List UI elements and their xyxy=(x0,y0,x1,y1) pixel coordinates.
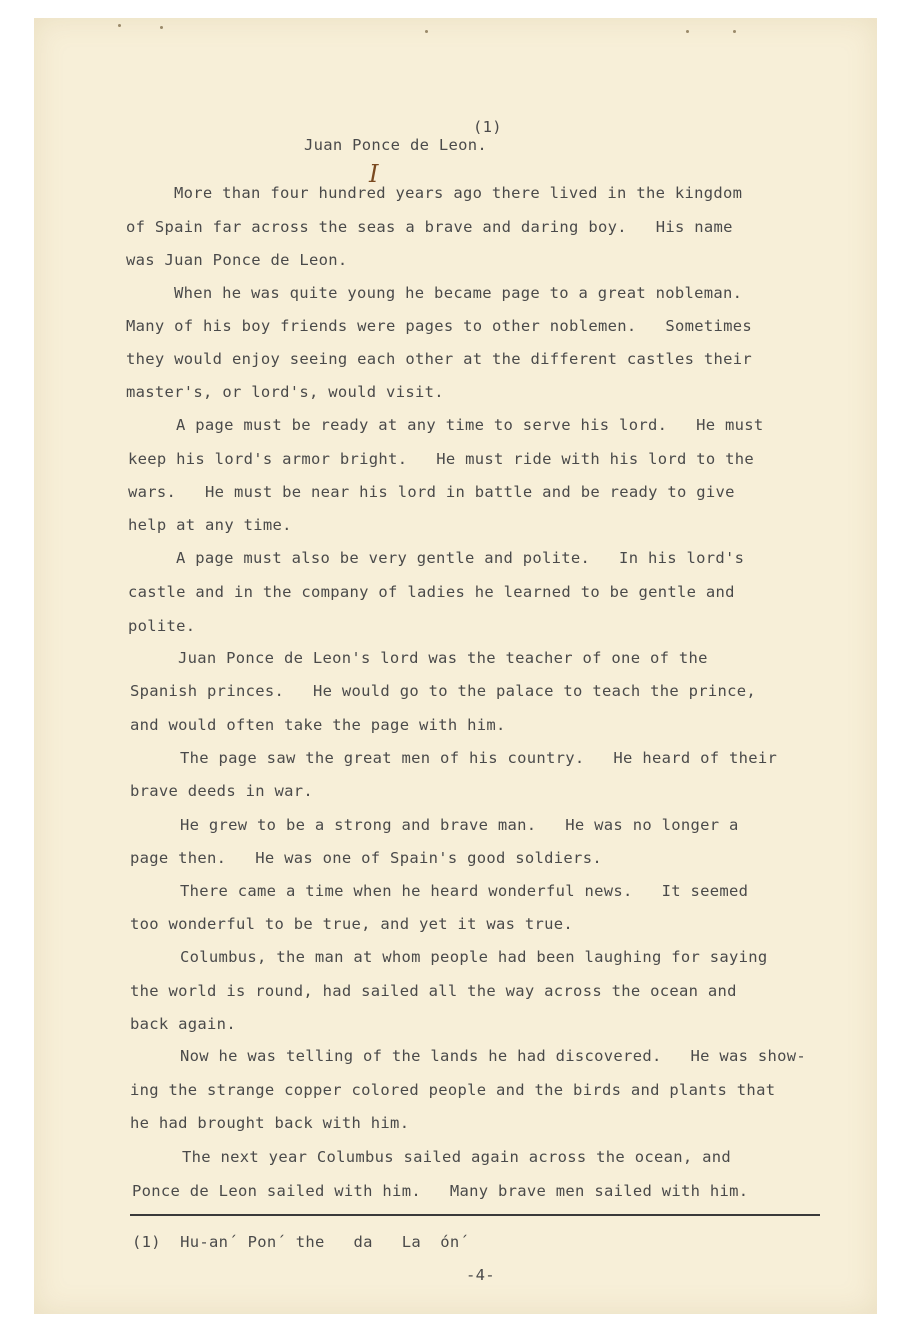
text-line: Ponce de Leon sailed with him. Many brave men sailed with him. xyxy=(132,1182,749,1200)
text-line: A page must also be very gentle and polite. In his lord's xyxy=(176,549,745,567)
text-line: Spanish princes. He would go to the palace to teach the prince, xyxy=(130,682,757,700)
footnote: (1) Hu-an´ Pon´ the da La ón´ xyxy=(132,1233,470,1251)
text-line: Juan Ponce de Leon's lord was the teacher of one of the xyxy=(178,649,708,667)
page-title: Juan Ponce de Leon. xyxy=(304,136,488,154)
text-line: brave deeds in war. xyxy=(130,782,314,800)
text-line: More than four hundred years ago there lived in the kingdom xyxy=(174,184,743,202)
text-line: ing the strange copper colored people and the birds and plants that xyxy=(130,1081,776,1099)
text-line: wars. He must be near his lord in battle and be ready to give xyxy=(128,483,735,501)
text-line: castle and in the company of ladies he learned to be gentle and xyxy=(128,583,735,601)
chapter-mark: I xyxy=(369,160,379,188)
paper-speck xyxy=(425,30,428,33)
text-line: There came a time when he heard wonderful news. It seemed xyxy=(180,882,749,900)
text-line: When he was quite young he became page to a great nobleman. xyxy=(174,284,743,302)
text-line: too wonderful to be true, and yet it was true. xyxy=(130,915,574,933)
text-line: A page must be ready at any time to serve his lord. He must xyxy=(176,416,764,434)
paper-speck xyxy=(118,24,121,27)
text-line: The next year Columbus sailed again across the ocean, and xyxy=(182,1148,732,1166)
text-line: back again. xyxy=(130,1015,236,1033)
page-number: -4- xyxy=(466,1266,495,1284)
text-line: of Spain far across the seas a brave and daring boy. His name xyxy=(126,218,733,236)
text-line: they would enjoy seeing each other at the different castles their xyxy=(126,350,753,368)
text-line: keep his lord's armor bright. He must ride with his lord to the xyxy=(128,450,755,468)
text-line: Columbus, the man at whom people had been laughing for saying xyxy=(180,948,768,966)
text-line: Many of his boy friends were pages to other noblemen. Sometimes xyxy=(126,317,753,335)
paper-speck xyxy=(686,30,689,33)
text-line: The page saw the great men of his country. He heard of their xyxy=(180,749,778,767)
text-line: Now he was telling of the lands he had discovered. He was show- xyxy=(180,1047,807,1065)
paper-speck xyxy=(733,30,736,33)
text-line: he had brought back with him. xyxy=(130,1114,410,1132)
text-line: page then. He was one of Spain's good soldiers. xyxy=(130,849,602,867)
footnote-rule xyxy=(130,1214,820,1216)
text-line: the world is round, had sailed all the way across the ocean and xyxy=(130,982,737,1000)
text-line: polite. xyxy=(128,617,196,635)
paper-speck xyxy=(160,26,163,29)
text-line: was Juan Ponce de Leon. xyxy=(126,251,348,269)
footnote-marker: (1) xyxy=(473,118,502,136)
text-line: master's, or lord's, would visit. xyxy=(126,383,444,401)
text-line: He grew to be a strong and brave man. He was no longer a xyxy=(180,816,739,834)
text-line: and would often take the page with him. xyxy=(130,716,506,734)
text-line: help at any time. xyxy=(128,516,292,534)
